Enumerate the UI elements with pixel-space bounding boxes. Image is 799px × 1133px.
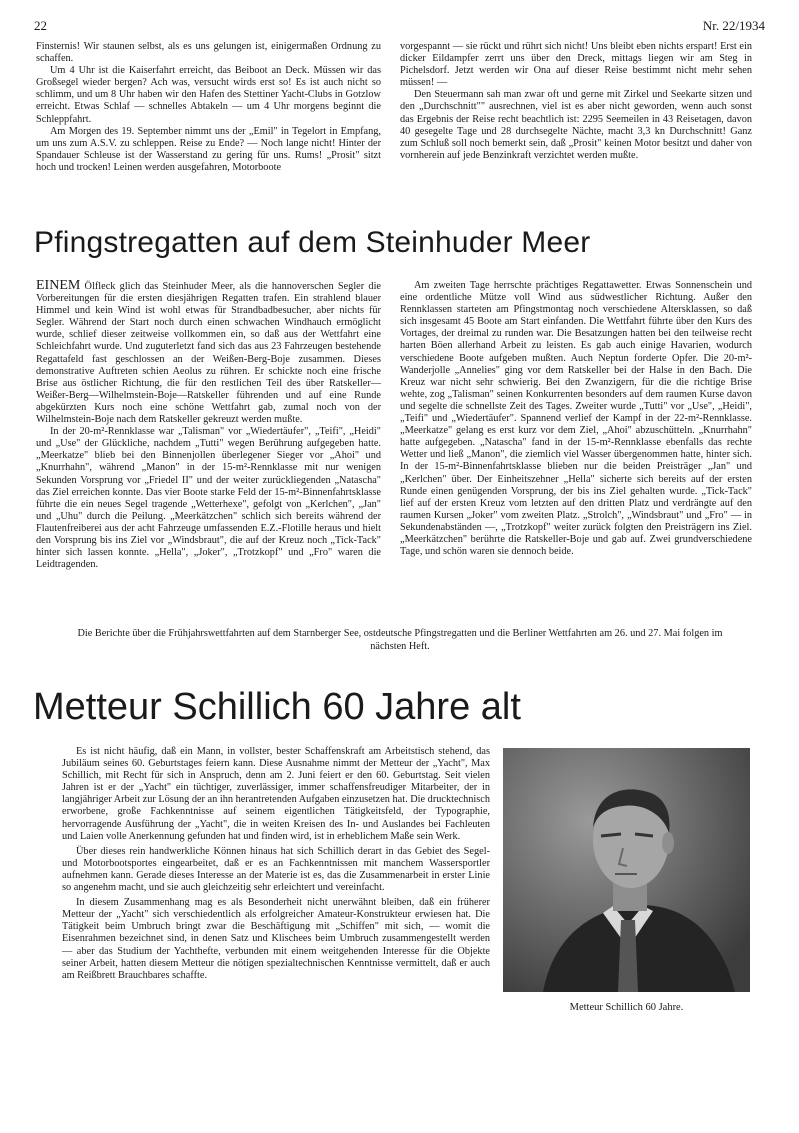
- paragraph: Am Morgen des 19. September nimmt uns der „Emil" in Tegelort in Empfang, um uns zum A.S.V. zu schleppen. Reise zu Ende? — Noch lange nicht! Hinter der Spandauer Schleuse ist der Wasserstand zu gering für uns. Rums! „Prosit" sitzt hoch und trocken! Leinen werden ausgefahren, Motorboote: [36, 125, 381, 173]
- portrait-photo: [503, 748, 750, 992]
- prev-article-column-left: [36, 41, 381, 174]
- paragraph: [36, 280, 381, 426]
- paragraph: In der 20-m²-Rennklasse war „Talisman" vor „Wiedertäufer", „Teifi", „Heidi" und „Use" der Glückliche, nachdem „Tutti" wegen Berührung aufgegeben hatte. „Meerkatze" blieb bei den Binnenjollen überlegener Sieger vor „Ahoi" und „Knurrhahn", während „Manon" in der 15-m²-Rennklasse mit nur wenigen Sekunden Vorsprung vor „Friedel II" und der weiter zurückliegenden „Natascha" das Ziel erreichen konnte. Das vier Boote starke Feld der 15-m²-Binnenfahrtsklasse führte die ein neues Segel tragende „Wetterhexe", gefolgt von „Kerlchen", „Jan" und „Uhu" durch die Peilung. „Meerkätzchen" schlich sich bereits während der Flautenfreiberei aus der acht Fahrzeuge umfassenden E.Z.-Flotille heraus und hielt den Vorsprung bis ins Ziel vor „Windsbraut", die auf der Kreuz noch „Tick-Tack" hinter sich lassen konnte. „Hella", „Joker", „Trotzkopf" und „Fro" waren die Leidtragenden.: [36, 426, 381, 571]
- paragraph: Es ist nicht häufig, daß ein Mann, in vollster, bester Schaffenskraft am Arbeitstisch stehend, das Jubiläum seines 60. Geburtstages feiern kann. Diese Ausnahme nimmt der Metteur der „Yacht", Max Schillich, mit Recht für sich in Anspruch, denn am 2. Juni feiert er den 60. Geburtstag. Seit vielen Jahren ist er der „Yacht" ein tüchtiger, zuverlässiger, immer schaffensfreudiger Mitarbeiter, der in langjähriger Arbeit zur Lösung der an ihn herantretenden Aufgaben einzusetzen hat. Die drucktechnisch erworbene, große Fachkenntnisse auf seinem eigentlichen Tätigkeitsfeld, der Typographie, hervorragende Ausführung der „Yacht", die in weiten Kreisen des In- und Auslandes bei Fachleuten und Laien volle Anerkennung gefunden hat und finden wird, ist in erheblichem Maße sein Werk.: [62, 746, 491, 842]
- regatta-column-left: [36, 280, 381, 571]
- paragraph: Den Steuermann sah man zwar oft und gerne mit Zirkel und Seekarte sitzen und den „Durchschnitt"" ausrechnen, viel ist es aber nicht geworden, wenn auch sonst das Ergebnis der Reise recht beachtlich ist: 2295 Seemeilen in 43 Reisetagen, davon 40 gesegelte Tage und 28 durchsegelte Nächte, macht 3,3 kn Durchschnitt! Ganz zum Schluß soll noch bemerkt sein, daß „Prosit" keinen Motor besitzt und daher von vornherein auf jede Benzinkraft verzichtet werden mußte.: [400, 89, 752, 161]
- paragraph: vorgespannt — sie rückt und rührt sich nicht! Uns bleibt eben nichts erspart! Erst ein dicker Eildampfer zerrt uns über den Dreck, mittags liegen wir am Steg in Pichelsdorf. Jetzt werden wir Ona auf dieser Reise bestimmt nicht mehr sehen müssen! —: [400, 41, 752, 89]
- paragraph: Über dieses rein handwerkliche Können hinaus hat sich Schillich derart in das Gebiet des Segel- und Motorbootsportes eingearbeitet, daß er es an Fachkenntnissen mit manchem Wassersportler aufnehmen kann. Gerade dieses Interesse an der Materie ist es, das die Zusammenarbeit in erster Linie so angenehm macht, und sie auch gleichzeitig sehr erleichtert und vereinfacht.: [62, 845, 490, 894]
- drop-cap: EINEM: [36, 278, 81, 293]
- article-title-metteur: Metteur Schillich 60 Jahre alt: [33, 686, 521, 728]
- page-number: 22: [34, 18, 47, 33]
- paragraph: Am zweiten Tage herrschte prächtiges Regattawetter. Etwas Sonnenschein und eine ordentliche Mütze voll Wind aus südwestlicher Richtung. Außer den Rennklassen starteten am Pfingstmontag noch verschiedene Altersklassen, so daß sich insgesamt 45 Boote am Start einfanden. Die Wettfahrt führte über den Kurs des Vortages, der dreimal zu runden war. Die Besatzungen hatten bei den teilweise recht harten Böen allerhand Arbeit zu leisten. Es gab auch einige Havarien, wodurch verschiedene Boote aufgeben mußten. Auch Neptun forderte Opfer. Die 20-m²-Wanderjolle „Annelies" ging vor dem Ratskeller bei der Halse in den Bach. Die Kreuz war nicht sehr schwierig. Bei den Zwanzigern, für die die richtige Brise wehte, zog „Talisman" seinen Konkurrenten besonders auf dem raumen Kurse davon und segelte die schnellste Zeit des Tages. Zweiter wurde „Tutti" vor „Use", „Heidi", „Teifi" und „Wiedertäufer". Spannend verlief der Kampf in der 22-m²-Rennklasse. „Meerkatze" gelang es erst kurz vor dem Ziel, „Ahoi" abzuschütteln. „Knurrhahn" hatte aufgegeben. „Natascha" fand in der 15-m²-Rennklasse ebenfalls das rechte Wetter und ließ „Manon", die ziemlich viel Wasser übergenommen hatte, hinter sich. In der 15-m²-Binnenfahrtsklasse blieben nur die beiden Preisträger „Jan" und „Kerlchen" über. Der Einheitszehner „Hella" sicherte sich bereits auf der ersten Runde einen genügenden Vorsprung, der bis ins Ziel gehalten wurde. „Tick-Tack" lief auf der ersten Kreuz vom letzten auf den dritten Platz und verdrängte auf den raumen Kursen „Joker" vom zweiten Platz. „Strolch", „Windsbraut" und „Fro" — in Sekundenabständen —, „Trotzkopf" weiter zurück folgten den Preisträgern ins Ziel. „Meerkätzchen" berührte die Ratskeller-Boje und gab auf. Zwei grundverschiedene Tage, und schön waren sie dennoch beide.: [400, 280, 752, 558]
- editorial-note: Die Berichte über die Frühjahrswettfahrten auf dem Starnberger See, ostdeutsche Pfingstregatten und die Berliner Wettfahrten am 26. und 27. Mai folgen im nächsten Heft.: [77, 628, 723, 652]
- article-title-regatta: Pfingstregatten auf dem Steinhuder Meer: [34, 226, 591, 259]
- paragraph-text: Ölfleck glich das Steinhuder Meer, als die hannoverschen Segler die Vorbereitungen für die ersten diesjährigen Regatten trafen. Ein strahlend blauer Himmel und kein Wind ist wohl etwas für Strandbadbesucher, aber nichts für Segler. Während der Start noch durch einen schwachen Windhauch ermöglicht wurde, schlief dieser zeitweise vollkommen ein, so daß aus der Wettfahrt eine Schleichfahrt wurde. Und zuguterletzt fand sich das aus 23 Fahrzeugen bestehende Regattafeld fast geschlossen an der Weißen-Berg-Boje zusammen. Dieses demonstrative Auftreten schien Aeolus zu rühren. Er schickte noch eine frische Brise aus östlicher Richtung, die für den restlichen Teil des über Ratskeller—Weißer-Berg—Wilhelmstein-Boje—Ratskeller führenden und auf eine Runde abgekürzten Kurs noch eine schöne Wettfahrt gab, zumal noch von der Wilhelmstein-Boje nach dem Ratskeller gekreuzt werden mußte.: [36, 281, 381, 426]
- issue-number: Nr. 22/1934: [702, 18, 765, 33]
- paragraph: In diesem Zusammenhang mag es als Besonderheit nicht unerwähnt bleiben, daß ein früherer Metteur der „Yacht" sich verschiedentlich als erfolgreicher Amateur-Konstrukteur erwiesen hat. Die Tätigkeit beim Umbruch bringt zwar die Beschäftigung mit „Schiffen" mit sich, — womit die Eisenrahmen bezeichnet sind, in denen Satz und Klischees beim Umbruch zusammengestellt werden — aber das Studium der Yachthefte, verbunden mit einem weitgehenden Interesse für die Objekte seiner Arbeit, hatten diesem Metteur die nötigen spezialtechnischen Kenntnisse vermittelt, daß er auch am Reißbrett Brauchbares schaffte.: [62, 897, 490, 981]
- regatta-column-right: [400, 280, 752, 558]
- metteur-column: [62, 746, 490, 982]
- photo-caption: Metteur Schillich 60 Jahre.: [569, 1002, 684, 1013]
- paragraph: Um 4 Uhr ist die Kaiserfahrt erreicht, das Beiboot an Deck. Müssen wir das Großsegel wieder bergen? Ach was, versucht wirds erst so! Es ist auch nicht so schlimm, und um 8 Uhr haben wir den Hafen des Stettiner Yacht-Clubs in Gotzlow erreicht. Etwas Schlaf — schnelles Abtakeln — um 4 Uhr morgens beginnt die Schleppfahrt.: [36, 65, 381, 125]
- prev-article-column-right: [400, 41, 752, 162]
- portrait-image: [503, 748, 750, 992]
- paragraph: Finsternis! Wir staunen selbst, als es uns gelungen ist, einigermaßen Ordnung zu schaffen.: [36, 41, 381, 65]
